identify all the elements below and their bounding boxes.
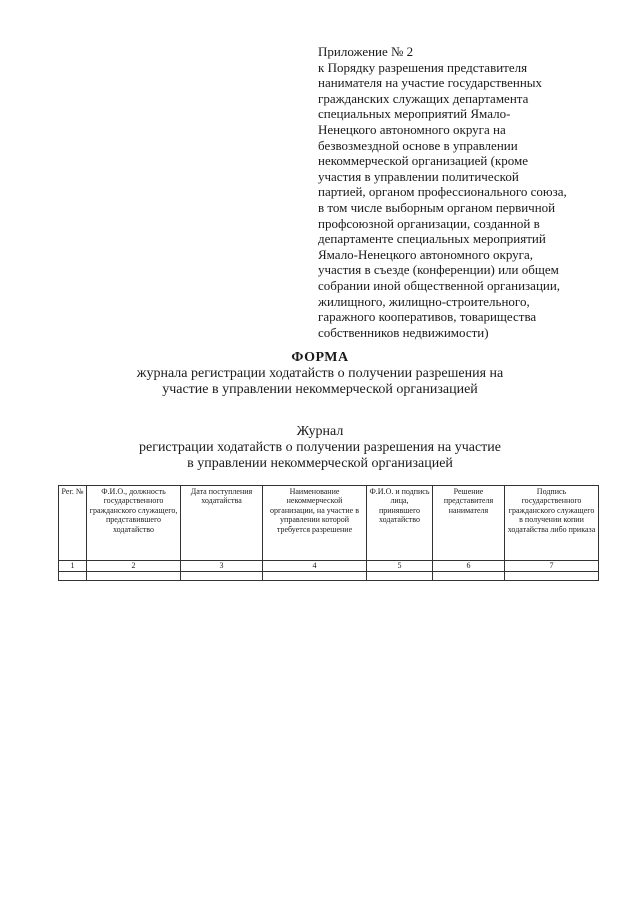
appendix-line: гражданских служащих департамента [318, 90, 529, 106]
journal-subtitle-line: в управлении некоммерческой организацией [187, 456, 453, 471]
appendix-line: участия в управлении политической [318, 168, 519, 184]
table-cell [433, 572, 505, 581]
column-number: 1 [59, 561, 87, 572]
form-subtitle-line: участие в управлении некоммерческой организацией [162, 382, 478, 397]
appendix-line: к Порядку разрешения представителя [318, 59, 528, 75]
column-number: 7 [505, 561, 599, 572]
table-cell [59, 572, 87, 581]
table-cell [367, 572, 433, 581]
appendix-line: профсоюзной организации, созданной в [318, 215, 540, 231]
appendix-line: партией, органом профессионального союза, [318, 184, 567, 200]
column-number: 4 [263, 561, 367, 572]
appendix-line: собственников недвижимости) [318, 324, 489, 340]
table-cell [505, 572, 599, 581]
column-number: 5 [367, 561, 433, 572]
column-number: 6 [433, 561, 505, 572]
column-header-employee: Ф.И.О., должность государственного гражданского служащего, представившего ходатайство [87, 486, 181, 561]
appendix-line: департаменте специальных мероприятий [318, 231, 546, 247]
appendix-line: жилищного, жилищно-строительного, [318, 293, 530, 309]
form-subtitle-line: журнала регистрации ходатайств о получении разрешения на [136, 366, 504, 381]
table-cell [263, 572, 367, 581]
appendix-line: некоммерческой организацией (кроме [318, 153, 529, 169]
column-number: 2 [87, 561, 181, 572]
table-row-column-numbers [59, 561, 599, 572]
appendix-line: Ямало-Ненецкого автономного округа, [318, 246, 534, 262]
column-header-reg-no: Рег. № [59, 486, 87, 561]
table-header-row [59, 486, 599, 561]
column-number: 3 [181, 561, 263, 572]
column-header-decision: Решение представителя нанимателя [433, 486, 505, 561]
appendix-block [318, 44, 618, 340]
column-header-organization: Наименование некоммерческой организации, на участие в управлении которой требуется разрешение [263, 486, 367, 561]
form-heading [0, 350, 640, 398]
journal-title: Журнал [296, 424, 344, 439]
appendix-line: безвозмездной основе в управлении [318, 137, 518, 153]
form-title: ФОРМА [291, 350, 349, 365]
appendix-line: в том числе выборным органом первичной [318, 199, 556, 215]
appendix-line: собрании иной общественной организации, [318, 277, 561, 293]
table-row-empty [59, 572, 599, 581]
column-header-signature: Подпись государственного гражданского служащего в получении копии ходатайства либо приказа [505, 486, 599, 561]
table-cell [181, 572, 263, 581]
journal-table [58, 485, 599, 581]
table-cell [87, 572, 181, 581]
appendix-line: Приложение № 2 [318, 44, 414, 59]
appendix-line: специальных мероприятий Ямало- [318, 106, 511, 122]
journal-heading [0, 424, 640, 472]
appendix-line: Ненецкого автономного округа на [318, 121, 506, 137]
column-header-receiver: Ф.И.О. и подпись лица, принявшего ходатайство [367, 486, 433, 561]
appendix-line: нанимателя на участие государственных [318, 75, 543, 91]
appendix-line: гаражного кооперативов, товарищества [318, 309, 537, 325]
journal-subtitle-line: регистрации ходатайств о получении разрешения на участие [138, 440, 502, 455]
column-header-date: Дата поступления ходатайства [181, 486, 263, 561]
appendix-line: участия в съезде (конференции) или общем [318, 262, 559, 278]
